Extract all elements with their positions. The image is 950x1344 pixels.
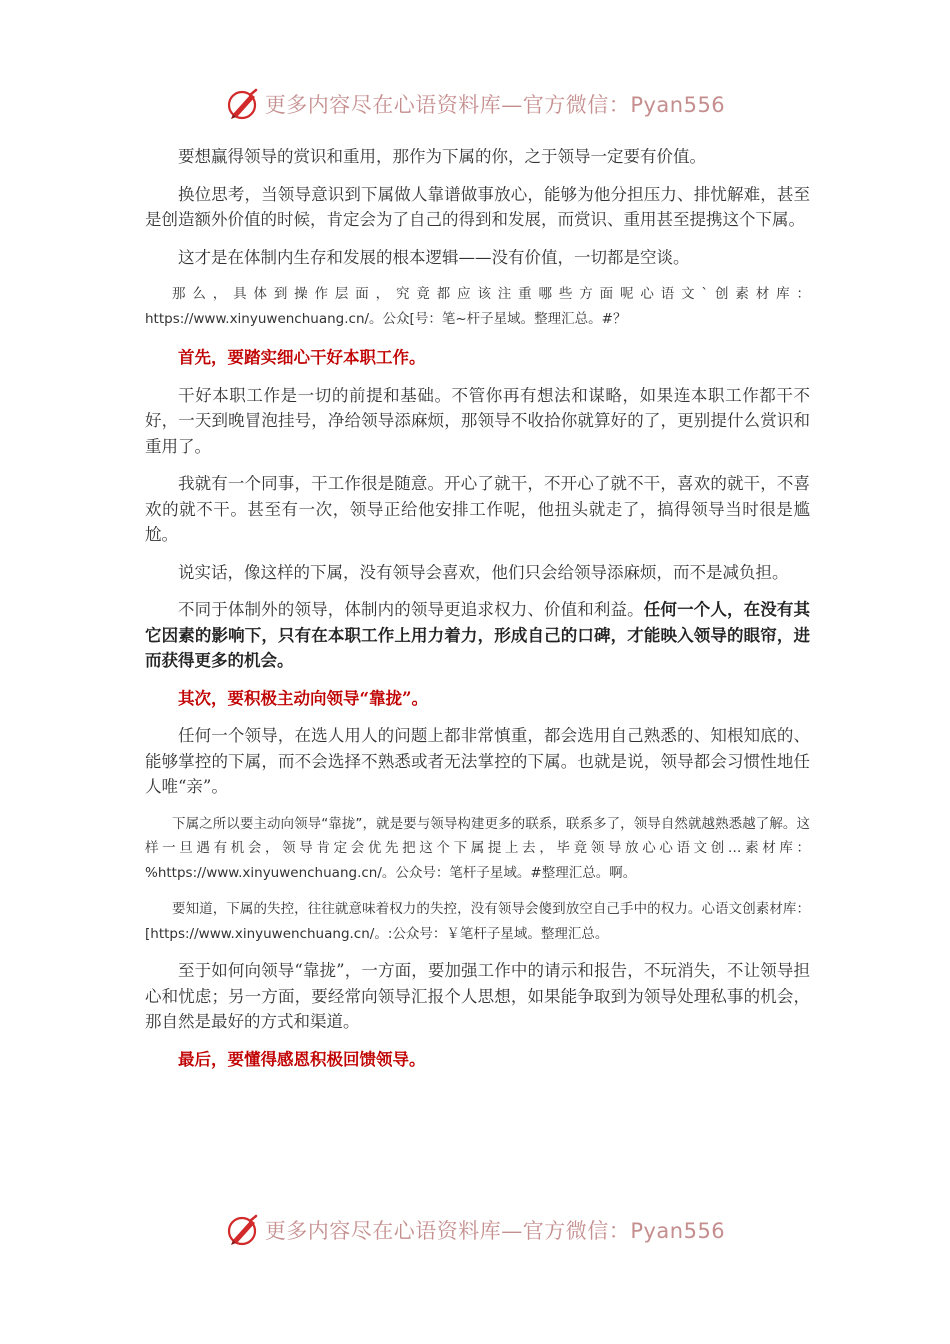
banner-label: 更多内容尽在心语资料库—官方微信：: [264, 93, 631, 117]
article-body: [145, 142, 810, 1072]
section-heading: 其次，要积极主动向领导“靠拢”。: [178, 688, 428, 708]
paragraph: 说实话，像这样的下属，没有领导会喜欢，他们只会给领导添麻烦，而不是减负担。: [178, 562, 789, 582]
paragraph: 要想赢得领导的赏识和重用，那作为下属的你，之于领导一定要有价值。: [178, 147, 706, 166]
paragraph: 下属之所以要主动向领导“靠拢”，就是要与领导构建更多的联系，联系多了，领导自然就越熟悉越了解。这样一旦遇有机会，领导肯定会优先把这个下属提上去，毕竟领导放心心语文创…素材库：%https://www.xinyuwenchuang.cn/。公众号：笔杆子星域。#整理汇总。啊。: [145, 815, 810, 881]
paragraph: 任何一个领导，在选人用人的问题上都非常慎重，都会选用自己熟悉的、知根知底的、能够掌控的下属，而不会选择不熟悉或者无法掌控的下属。也就是说，领导都会习惯性地任人唯“亲”。: [145, 726, 810, 796]
paragraph-text: 不同于体制外的领导，体制内的领导更追求权力、价值和利益。: [178, 600, 644, 619]
banner-text: [265, 89, 725, 119]
section-heading: 首先，要踏实细心干好本职工作。: [178, 348, 426, 367]
paragraph: 换位思考，当领导意识到下属做人靠谱做事放心，能够为他分担压力、排忧解难，甚至是创造额外价值的时候，肯定会为了自己的得到和发展，而赏识、重用甚至提携这个下属。: [145, 184, 810, 229]
banner-label: 更多内容尽在心语资料库—官方微信：: [264, 1219, 631, 1243]
pen-logo-icon: [225, 1212, 261, 1248]
banner-text: [265, 1215, 725, 1245]
paragraph-mixed: [145, 597, 810, 674]
paragraph: 要知道，下属的失控，往往就意味着权力的失控，没有领导会傻到放空自己手中的权力。心语文创素材库：[https://www.xinyuwenchuang.cn/。:公众号：￥笔杆子星域。整理汇总。: [145, 901, 810, 942]
footer-banner: [0, 1210, 950, 1250]
pen-logo-icon: [225, 86, 261, 122]
section-heading: 最后，要懂得感恩积极回馈领导。: [178, 1049, 426, 1069]
paragraph: 我就有一个同事，干工作很是随意。开心了就干，不开心了就不干，喜欢的就干，不喜欢的就不干。甚至有一次，领导正给他安排工作呢，他扭头就走了，搞得领导当时很是尴尬。: [145, 474, 810, 544]
paragraph: 这才是在体制内生存和发展的根本逻辑——没有价值，一切都是空谈。: [178, 247, 690, 267]
paragraph: 至于如何向领导“靠拢”，一方面，要加强工作中的请示和报告，不玩消失，不让领导担心和忧虑；另一方面，要经常向领导汇报个人思想，如果能争取到为领导处理私事的机会，那自然是最好的方式和渠道。: [145, 961, 810, 1031]
paragraph: 那么，具体到操作层面，究竟都应该注重哪些方面呢心语文`创素材库：https://www.xinyuwenchuang.cn/。公众[号：笔~杆子星域。整理汇总。#？: [145, 286, 810, 327]
banner-wechat-id: Pyan556: [630, 1219, 726, 1243]
header-banner: [0, 84, 950, 124]
paragraph-bold-text: 任何一个人，在没有其它因素的影响下，只有在本职工作上用力着力，形成自己的口碑，才能映入领导的眼帘，进而获得更多的机会。: [145, 600, 811, 670]
paragraph: 干好本职工作是一切的前提和基础。不管你再有想法和谋略，如果连本职工作都干不好，一天到晚冒泡挂号，净给领导添麻烦，那领导不收拾你就算好的了，更别提什么赏识和重用了。: [145, 385, 810, 456]
banner-wechat-id: Pyan556: [630, 93, 726, 117]
